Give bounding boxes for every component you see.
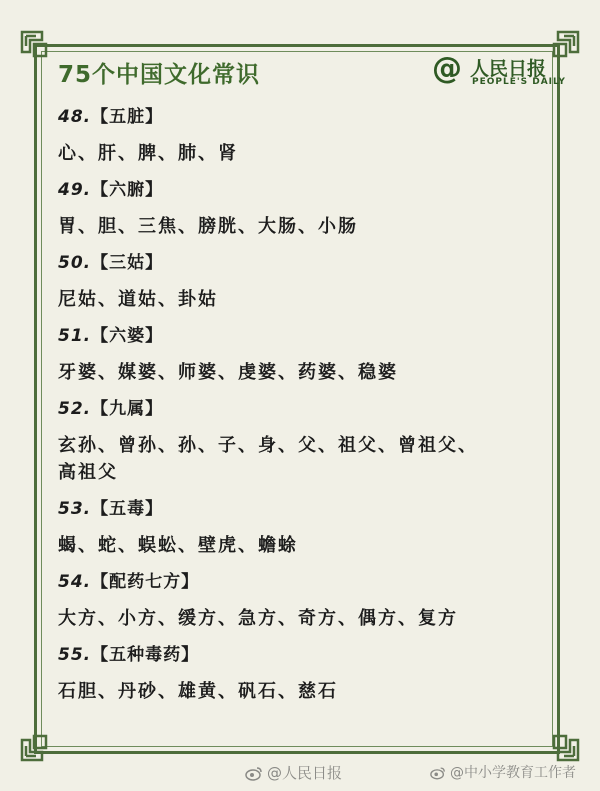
list-item [58,496,548,559]
item-text: 玄孙、曾孙、孙、子、身、父、祖父、曾祖父、 [58,435,478,456]
list-item [58,250,548,313]
list-item [58,177,548,240]
logo-at-symbol: @ [432,51,462,86]
item-text: 心、肝、脾、肺、肾 [58,143,238,164]
item-heading: 49.【六腑】 [58,180,164,200]
item-text: 牙婆、媒婆、师婆、虔婆、药婆、稳婆 [58,362,398,383]
logo-english-name: PEOPLE'S DAILY [472,77,566,87]
list-item [58,569,548,632]
logo-chinese-name: 人民日报 [470,58,547,80]
peoples-daily-logo [432,51,566,92]
watermark-bar [0,760,600,791]
page-title: 75个中国文化常识 [58,62,261,88]
item-heading: 51.【六婆】 [58,326,164,346]
item-text-continued: 高祖父 [58,462,118,483]
corner-ornament-bottom-right [544,726,580,762]
corner-ornament-top-left [20,30,56,66]
item-heading: 53.【五毒】 [58,499,164,519]
list-item [58,396,548,486]
weibo-watermark-left: @人民日报 [245,762,342,783]
item-heading: 52.【九属】 [58,399,164,419]
knowledge-list [58,104,548,715]
weibo-watermark-right: @中小学教育工作者 [430,762,576,782]
item-text: 石胆、丹砂、雄黄、矾石、慈石 [58,681,338,702]
item-heading: 48.【五脏】 [58,107,164,127]
list-item [58,642,548,705]
corner-ornament-bottom-left [20,726,56,762]
item-text: 蝎、蛇、蜈蚣、壁虎、蟾蜍 [58,535,298,556]
item-heading: 55.【五种毒药】 [58,645,200,665]
item-text: 胃、胆、三焦、膀胱、大肠、小肠 [58,216,358,237]
weibo-icon [430,766,446,780]
weibo-icon [245,766,263,781]
item-heading: 50.【三姑】 [58,253,164,273]
item-heading: 54.【配药七方】 [58,572,200,592]
item-text: 尼姑、道姑、卦姑 [58,289,218,310]
item-text: 大方、小方、缓方、急方、奇方、偶方、复方 [58,608,458,629]
list-item [58,104,548,167]
list-item [58,323,548,386]
